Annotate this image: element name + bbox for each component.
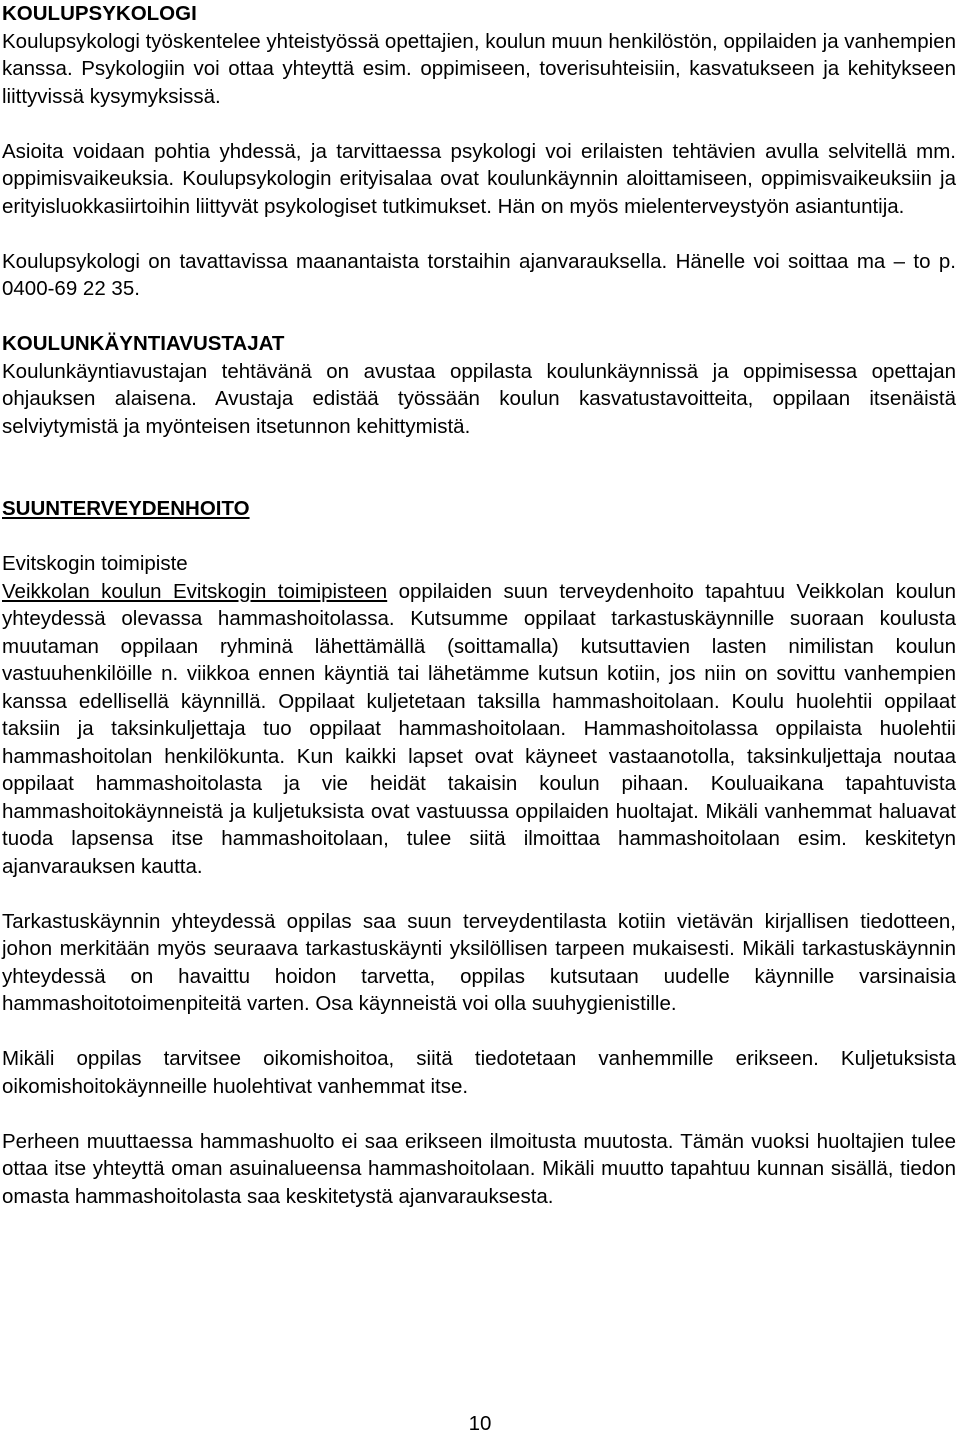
paragraph-text: oppilaiden suun terveydenhoito tapahtuu Veikkolan koulun yhteydessä olevassa hammashoitolassa. Kutsumme oppilaat tarkastuskäynnille suoraan koulusta muutaman oppilaan ryhminä lähettämällä (soittamalla) kutsuttavien lasten nimilistan koulun vastuuhenkilöille n. viikkoa ennen käyntiä tai lähetämme kutsun kotiin, jos niin on sovittu vanhempien kanssa edellisellä käynnillä. Oppilaat kuljetetaan taksilla hammashoitolaan. Koulu huolehtii oppilaat taksiin ja taksinkuljettaja tuo oppilaat hammashoitolaan. Hammashoitolassa oppilaista huolehtii hammashoitolan henkilökunta. Kun kaikki lapset ovat käyneet vastaanotolla, taksinkuljettaja noutaa oppilaat hammashoitolasta ja vie heidät takaisin koulun pihaan. Kouluaikana tapahtuvista hammashoitokäynneistä ja kuljetuksista ovat vastuussa oppilaiden huoltajat. Mikäli vanhemmat haluavat tuoda lapsensa itse hammashoitolaan, tulee siitä ilmoittaa hammashoitolaan esim. keskitetyn ajanvarauksen kautta. — [2, 579, 956, 878]
spacer — [2, 440, 956, 468]
page-number: 10 — [468, 1412, 492, 1435]
section-dental-care — [2, 495, 956, 1210]
paragraph: Koulunkäyntiavustajan tehtävänä on avustaa oppilasta koulunkäynnissä ja oppimisessa opettajan ohjauksen alaisena. Avustaja edistää työssään koulun kasvatustavoitteita, oppilaan itsenäistä selviytymistä ja myönteisen itsetunnon kehittymistä. — [2, 359, 956, 438]
spacer — [2, 110, 956, 138]
paragraph: Koulupsykologi työskentelee yhteistyössä opettajien, koulun muun henkilöstön, oppilaiden ja vanhempien kanssa. Psykologiin voi ottaa yhteyttä esim. oppimiseen, toverisuhteisiin, kasvatukseen ja kehitykseen liittyvissä kysymyksissä. — [2, 29, 956, 108]
section-school-assistants — [2, 330, 956, 440]
section-heading: KOULUPSYKOLOGI — [2, 2, 197, 25]
spacer — [2, 468, 956, 496]
section-heading: SUUNTERVEYDENHOITO — [2, 497, 250, 520]
spacer — [2, 1100, 956, 1128]
paragraph: Asioita voidaan pohtia yhdessä, ja tarvittaessa psykologi voi erilaisten tehtävien avulla selvitellä mm. oppimisvaikeuksia. Koulupsykologin erityisalaa ovat koulunkäynnin aloittamiseen, oppimisvaikeuksiin ja erityisluokkasiirtoihin liittyvät psykologiset tutkimukset. Hän on myös mielenterveystyön asiantuntija. — [2, 139, 956, 218]
paragraph: Mikäli oppilas tarvitsee oikomishoitoa, siitä tiedotetaan vanhemmille erikseen. Kuljetuksista oikomishoitokäynneille huolehtivat vanhemmat itse. — [2, 1047, 956, 1098]
spacer — [2, 880, 956, 908]
spacer — [2, 1018, 956, 1046]
subheading: Evitskogin toimipiste — [2, 552, 188, 575]
section-school-psychologist — [2, 0, 956, 303]
paragraph: Koulupsykologi on tavattavissa maanantaista torstaihin ajanvarauksella. Hänelle voi soittaa ma – to p. 0400-69 22 35. — [2, 249, 956, 300]
spacer — [2, 220, 956, 248]
underlined-location: Veikkolan koulun Evitskogin toimipisteen — [2, 579, 388, 603]
paragraph: Tarkastuskäynnin yhteydessä oppilas saa suun terveydentilasta kotiin vietävän kirjallisen tiedotteen, johon merkitään myös seuraava tarkastuskäynti yksilöllisen tarpeen mukaisesti. Mikäli tarkastuskäynnin yhteydessä on havaittu hoidon tarvetta, oppilas kutsutaan uudelle käynnille varsinaisia hammashoitotoimenpiteitä varten. Osa käynneistä voi olla suuhygienistille. — [2, 909, 956, 1015]
section-heading: KOULUNKÄYNTIAVUSTAJAT — [2, 332, 285, 355]
spacer — [2, 303, 956, 331]
paragraph — [2, 578, 956, 881]
paragraph: Perheen muuttaessa hammashuolto ei saa erikseen ilmoitusta muutosta. Tämän vuoksi huoltajien tulee ottaa itse yhteyttä oman asuinalueensa hammashoitolaan. Mikäli muutto tapahtuu kunnan sisällä, tiedon omasta hammashoitolasta saa keskitetystä ajanvarauksesta. — [2, 1129, 956, 1208]
spacer — [2, 523, 956, 551]
